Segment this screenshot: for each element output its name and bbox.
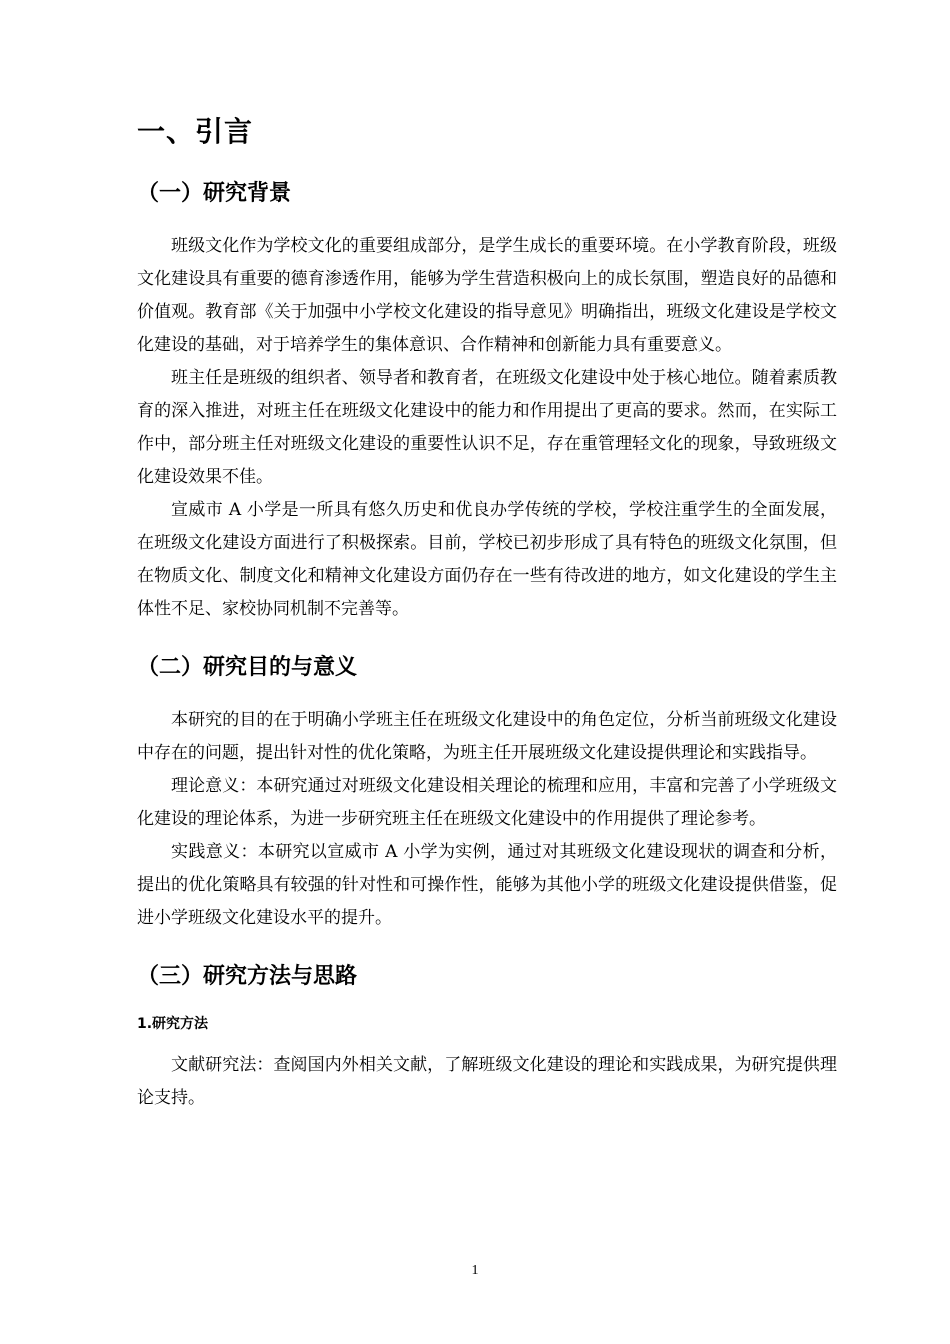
paragraph: 班级文化作为学校文化的重要组成部分，是学生成长的重要环境。在小学教育阶段，班级文化建设具有重要的德育渗透作用，能够为学生营造积极向上的成长氛围，塑造良好的品德和价值观。教育部《关于加强中小学校文化建设的指导意见》明确指出，班级文化建设是学校文化建设的基础，对于培养学生的集体意识、合作精神和创新能力具有重要意义。 (137, 236, 837, 355)
chapter-title: 一、引言 (137, 115, 254, 148)
section-research-background (137, 176, 837, 626)
paragraph: 理论意义：本研究通过对班级文化建设相关理论的梳理和应用，丰富和完善了小学班级文化建设的理论体系，为进一步研究班主任在班级文化建设中的作用提供了理论参考。 (137, 776, 837, 829)
section-purpose-significance (137, 650, 837, 935)
section-spacer (137, 935, 837, 959)
paragraph: 宣威市 A 小学是一所具有悠久历史和优良办学传统的学校，学校注重学生的全面发展，在班级文化建设方面进行了积极探索。目前，学校已初步形成了具有特色的班级文化氛围，但在物质文化、制度文化和精神文化建设方面仍存在一些有待改进的地方，如文化建设的学生主体性不足、家校协同机制不完善等。 (137, 500, 837, 619)
section-spacer (137, 626, 837, 650)
paragraph: 班主任是班级的组织者、领导者和教育者，在班级文化建设中处于核心地位。随着素质教育的深入推进，对班主任在班级文化建设中的能力和作用提出了更高的要求。然而，在实际工作中，部分班主任对班级文化建设的重要性认识不足，存在重管理轻文化的现象，导致班级文化建设效果不佳。 (137, 368, 837, 487)
page-content (137, 110, 837, 1115)
section-methods (137, 959, 837, 1115)
paragraph: 本研究的目的在于明确小学班主任在班级文化建设中的角色定位，分析当前班级文化建设中存在的问题，提出针对性的优化策略，为班主任开展班级文化建设提供理论和实践指导。 (137, 710, 837, 763)
subsection-heading: 1.研究方法 (137, 1016, 209, 1032)
page-number: 1 (471, 1263, 479, 1278)
section-heading: （三）研究方法与思路 (137, 964, 358, 989)
section-heading: （一）研究背景 (137, 181, 292, 206)
paragraph: 实践意义：本研究以宣威市 A 小学为实例，通过对其班级文化建设现状的调查和分析，提出的优化策略具有较强的针对性和可操作性，能够为其他小学的班级文化建设提供借鉴，促进小学班级文化建设水平的提升。 (137, 842, 837, 928)
paragraph: 文献研究法：查阅国内外相关文献，了解班级文化建设的理论和实践成果，为研究提供理论支持。 (137, 1055, 837, 1108)
section-heading: （二）研究目的与意义 (137, 655, 358, 680)
